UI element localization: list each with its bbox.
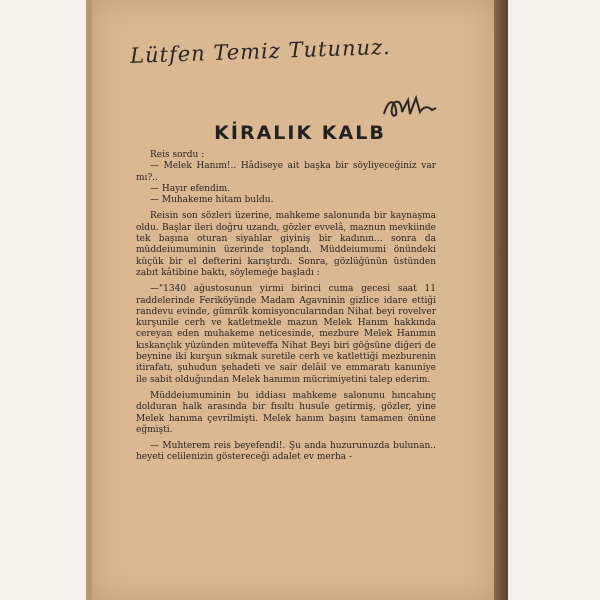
paragraph: Reis sordu : [150, 150, 205, 160]
paragraph: — Hayır efendim. [150, 183, 231, 194]
handwritten-note: Lütfen Temiz Tutunuz. [129, 34, 392, 68]
paragraph: Müddeiumuminin bu iddiası mahkeme salonunu hıncahınç dolduran halk arasında bir fısıltı husule getirmiş, gözler, yine Melek hanıma çevrilmişti. Melek hanım başını tamamen önüne eğmişti. [136, 390, 436, 435]
paragraph: Reisin son sözleri üzerine, mahkeme salonunda bir kaynaşma oldu. Başlar ileri doğru uzandı, gözler evvelâ, maznun mevkiinde tek başına oturan siyahlar giyiniş bir kadının... sonra da müddeiumuminin üzerinde toplandı. Müddeiumumi önündeki küçük bir el defterini karıştırdı. Sonra, gözlüğünün üstünden zabıt kâtibine baktı, söylemeğe başladı : [136, 211, 436, 278]
paragraph: — Muhakeme hitam buldu. [150, 195, 274, 206]
signature-mark [380, 92, 440, 122]
paragraph: — Muhterem reis beyefendi!. Şu anda huzurunuzda bulunan.. heyeti celilenizin göstereceği adalet ev merha - [136, 441, 436, 463]
body-text [136, 150, 436, 464]
paragraph: — Melek Hanım!.. Hâdiseye ait başka bir söyliyeceğiniz var mı?.. [136, 161, 436, 183]
chapter-title: KİRALIK KALB [214, 122, 386, 144]
paragraph: —"1340 ağustosunun yirmi birinci cuma gecesi saat 11 raddelerinde Feriköyünde Madam Agavninin gizlice idare ettiği randevu evinde, gümrük komisyoncularından Nihat beyi rovelver kurşunile cerh ve katletmekle mazun Melek Hanım hakkında cereyan eden muhakeme neticesinde, mezbure Melek Hanımın kıskançlık yüzünden müteveffa Nihat Beyi biri göğsüne diğeri de beynine iki kurşun sıkmak suretile cerh ve katlettiği mezburenin itirafatı, şuhudun şehadeti ve sair delâil ve emmaratı kanuniye ile sabit olduğundan Melek hanımın mücrimiyetini talep ederim. [136, 284, 436, 385]
book-spine [494, 0, 508, 600]
